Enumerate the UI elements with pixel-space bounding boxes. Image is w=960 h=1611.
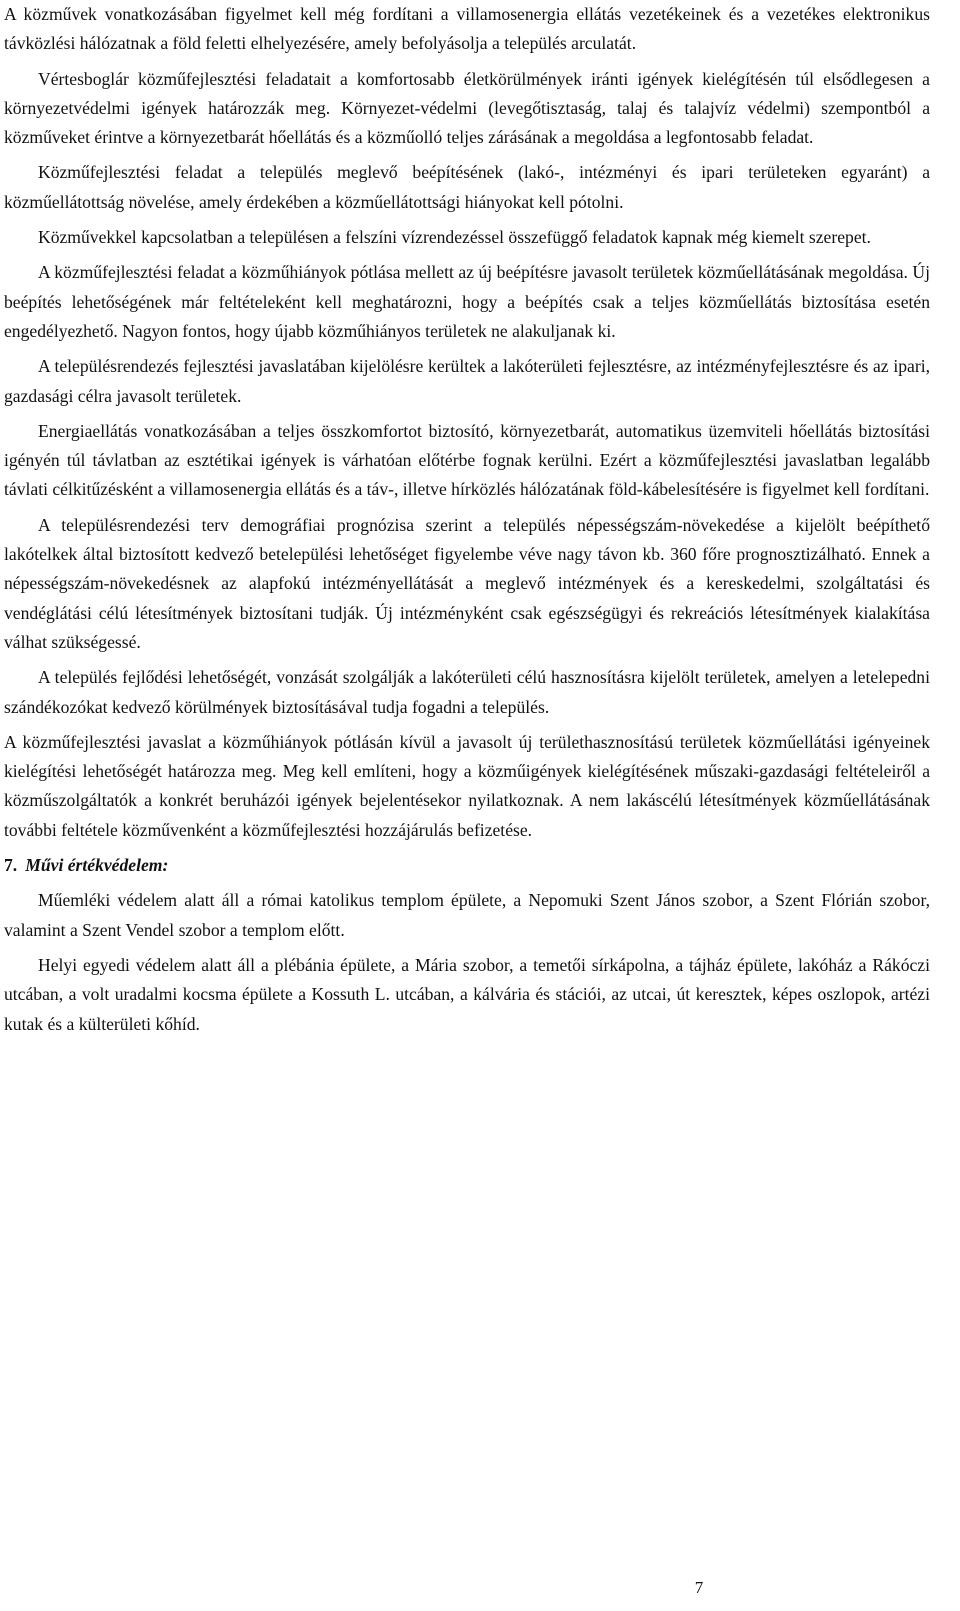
page-number-container: [0, 1577, 934, 1599]
paragraph: Közművekkel kapcsolatban a településen a felszíni vízrendezéssel összefüggő feladatok kapnak még kiemelt szerepet.: [38, 227, 871, 248]
paragraph: A közművek vonatkozásában figyelmet kell még fordítani a villamosenergia ellátás vezetékeinek és a vezetékes elektronikus távközlési hálózatnak a föld feletti elhelyezésére, amely befolyásolja a település arculatát.: [4, 4, 930, 54]
paragraph: A közműfejlesztési javaslat a közműhiányok pótlásán kívül a javasolt új területhasznosítású területek közműellátási igényeinek kielégítési lehetőségét határozza meg. Meg kell említeni, hogy a közműigények kielégítésének műszaki-gazdasági feltételeiről a közműszolgáltatók a konkrét beruházói igények bejelentésekor nyilatkoznak. A nem lakáscélú létesítmények közműellátásának további feltétele közművenként a közműfejlesztési hozzájárulás befizetése.: [4, 731, 930, 840]
section-heading: [4, 851, 930, 880]
section-title: Művi értékvédelem:: [25, 855, 169, 876]
paragraph: A település fejlődési lehetőségét, vonzását szolgálják a lakóterületi célú hasznosításra kijelölt területek, amelyen a letelepedni szándékozókat kedvező körülmények biztosításával tudja fogadni a település.: [4, 667, 930, 717]
page-number: 7: [694, 1578, 704, 1597]
paragraph: Műemléki védelem alatt áll a római katolikus templom épülete, a Nepomuki Szent János szobor, a Szent Flórián szobor, valamint a Szent Vendel szobor a templom előtt.: [4, 890, 930, 940]
section-number: 7.: [4, 855, 18, 876]
paragraph: Energiaellátás vonatkozásában a teljes összkomfortot biztosító, környezetbarát, automatikus üzemviteli hőellátás biztosítási igényén túl távlatban az esztétikai igények is várhatóan előtérbe fognak kerülni. Ezért a közműfejlesztési javaslatban legalább távlati célkitűzésként a villamosenergia ellátás és a táv-, illetve hírközlés hálózatának föld-kábelesítésére is figyelmet kell fordítani.: [4, 420, 930, 500]
paragraph: A közműfejlesztési feladat a közműhiányok pótlása mellett az új beépítésre javasolt területek közműellátásának megoldása. Új beépítés lehetőségének már feltételeként kell meghatározni, hogy a beépítés csak a teljes közműellátás biztosítása esetén engedélyezhető. Nagyon fontos, hogy újabb közműhiányos területek ne alakuljanak ki.: [4, 262, 930, 341]
paragraph: Vértesboglár közműfejlesztési feladatait a komfortosabb életkörülmények iránti igények kielégítésén túl elsődlegesen a környezetvédelmi igények határozzák meg. Környezet-védelmi (levegőtisztaság, talaj és talajvíz védelmi) szempontból a közműveket érintve a környezetbarát hőellátás és a közműolló teljes zárásának a megoldása a legfontosabb feladat.: [4, 68, 930, 148]
paragraph: A településrendezés fejlesztési javaslatában kijelölésre kerültek a lakóterületi fejlesztésre, az intézményfejlesztésre és az ipari, gazdasági célra javasolt területek.: [4, 356, 930, 406]
paragraph: Közműfejlesztési feladat a település meglevő beépítésének (lakó-, intézményi és ipari területeken egyaránt) a közműellátottság növelése, amely érdekében a közműellátottsági hiányokat kell pótolni.: [4, 162, 930, 212]
document-page: [4, 0, 930, 1045]
paragraph: Helyi egyedi védelem alatt áll a plébánia épülete, a Mária szobor, a temetői sírkápolna, a tájház épülete, lakóház a Rákóczi utcában, a volt uradalmi kocsma épülete a Kossuth L. utcában, a kálvária és stációi, az utcai, út keresztek, képes oszlopok, artézi kutak és a külterületi kőhíd.: [4, 954, 930, 1034]
paragraph: A településrendezési terv demográfiai prognózisa szerint a település népességszám-növekedése a kijelölt beépíthető lakótelkek által biztosított kedvező betelepülési lehetőséget figyelembe véve nagy távon kb. 360 főre prognosztizálható. Ennek a népességszám-növekedésnek az alapfokú intézményellátását a meglevő intézmények és a kereskedelmi, szolgáltatási és vendéglátási célú létesítmények biztosítani tudják. Új intézményként csak egészségügyi és rekreációs létesítmények kialakítása válhat szükségessé.: [4, 514, 930, 652]
